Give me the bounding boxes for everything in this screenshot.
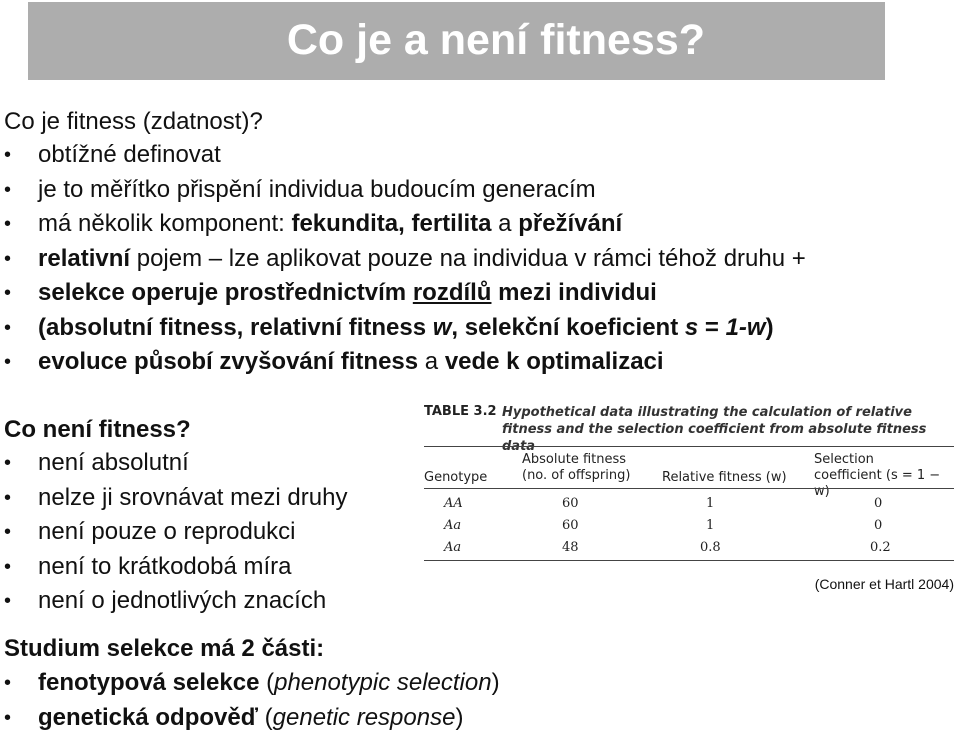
table-rule-bottom [424,560,954,561]
what-is-not-list [0,446,347,619]
title-bar [28,2,885,80]
table-cell: 48 [562,540,579,555]
header-relative: Relative fitness (w) [662,470,787,485]
table-cell: 1 [706,518,715,533]
header-selection-2: coefficient (s = 1 − w) [814,468,941,499]
section-study-heading: Studium selekce má 2 části: [4,635,325,662]
table-rule-top [424,446,954,447]
bullet-text: obtížné definovat [38,141,221,168]
bullet-bold-text: selekce operuje prostřednictvím [38,279,413,306]
list-item [0,311,806,346]
citation: (Conner et Hartl 2004) [814,576,954,592]
bullet-text: má několik komponent: [38,210,292,237]
table-description: Hypothetical data illustrating the calculation of relative fitness and the selection coefficient from absolute fitness data [502,405,927,454]
table-rule-header [424,488,954,489]
bullet-bold-text: ) [765,313,774,341]
header-selection-1: Selection [814,452,874,467]
bullet-text: ( [257,703,273,731]
list-item [0,666,500,701]
table-cell: 1 [706,496,715,511]
bullet-bold-text: vede k optimalizaci [444,348,664,375]
bullet-italic-text: s [684,313,699,341]
header-absolute-2: (no. of offspring) [522,468,631,483]
fitness-table [420,402,960,572]
header-absolute-1: Absolute fitness [522,452,627,467]
bullet-bold-text: fekundita, fertilita [291,210,492,237]
list-item [0,515,347,550]
what-is-list [0,138,806,380]
bullet-text: je to měřítko přispění individua budoucím generacím [38,175,596,203]
table-cell: 0 [874,496,883,511]
table-cell: 0 [874,518,883,533]
table-cell: 60 [562,496,579,511]
list-item [0,138,806,173]
table-caption: TABLE 3.2 [424,404,497,419]
bullet-italic-text: 1-w [725,313,766,341]
table-cell: Aa [444,518,462,533]
table-cell: 0.8 [700,540,721,555]
bullet-text: není o jednotlivých znacích [38,587,327,614]
list-item [0,345,806,380]
section-what-is-heading: Co je fitness (zdatnost)? [4,108,263,135]
bullet-bold-text: = [698,313,726,341]
bullet-italic-text: w [432,313,452,341]
page-title: Co je a není fitness? [286,16,705,64]
list-item [0,446,347,481]
bullet-bold-text: mezi individui [491,279,657,306]
bullet-bold-text: relativní [38,244,131,272]
bullet-text: ( [259,669,275,696]
list-item [0,276,806,311]
study-list [0,666,500,735]
bullet-text: a [491,210,519,237]
bullet-text: ) [455,703,464,731]
bullet-text: nelze ji srovnávat mezi druhy [38,483,348,511]
section-what-is-not-heading: Co není fitness? [4,416,191,443]
bullet-text: není pouze o reprodukci [38,518,296,545]
header-genotype: Genotype [424,470,488,485]
list-item [0,207,806,242]
bullet-text: a [418,348,445,375]
table-cell: 0.2 [870,540,891,555]
list-item [0,242,806,277]
table-cell: AA [444,496,463,511]
table-cell: Aa [444,540,462,555]
bullet-bold-text: (absolutní fitness, relativní fitness [38,313,433,341]
bullet-text: ) [491,669,500,696]
list-item [0,584,347,619]
list-item [0,701,500,736]
list-item [0,481,347,516]
bullet-text: není to krátkodobá míra [38,552,292,580]
bullet-bold-text: fenotypová selekce [38,669,260,696]
bullet-bold-text: , selekční koeficient [451,313,685,341]
bullet-bold-text: genetická odpověď [38,703,258,731]
table-cell: 60 [562,518,579,533]
bullet-text: pojem – lze aplikovat pouze na individua v rámci téhož druhu + [130,244,806,272]
list-item [0,550,347,585]
bullet-text: není absolutní [38,449,189,476]
list-item [0,173,806,208]
bullet-underlined-text: rozdílů [412,279,492,306]
bullet-bold-text: evoluce působí zvyšování fitness [38,348,419,375]
bullet-italic-text: genetic response [272,703,456,731]
bullet-bold-text: přežívání [518,210,623,237]
bullet-italic-text: phenotypic selection [274,669,492,696]
